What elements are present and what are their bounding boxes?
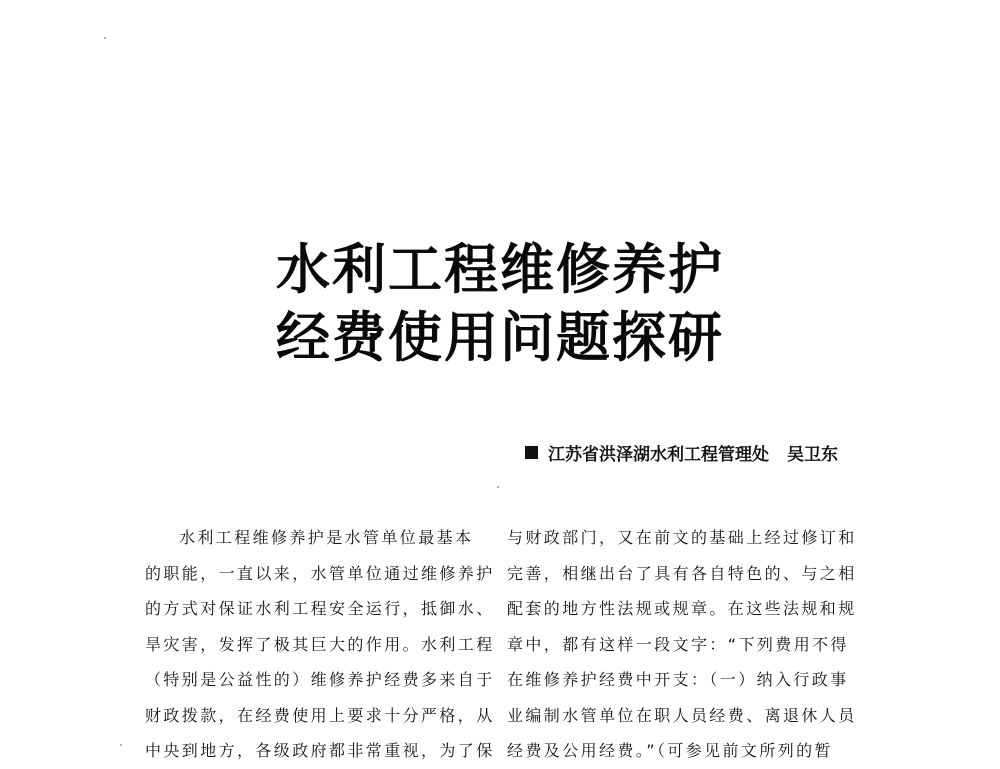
text-line: 在维修养护经费中开支：（一）纳入行政事 bbox=[507, 670, 849, 689]
text-line: 的方式对保证水利工程安全运行，抵御水、 bbox=[145, 599, 495, 618]
scan-speck bbox=[497, 486, 499, 488]
scan-speck bbox=[104, 37, 106, 39]
text-line: 中央到地方，各级政府都非常重视，为了保 bbox=[145, 741, 495, 760]
author-name: 吴卫东 bbox=[787, 445, 838, 465]
byline bbox=[525, 440, 838, 465]
text-line: 的职能，一直以来，水管单位通过维修养护 bbox=[145, 563, 495, 583]
title-line-1: 水利工程维修养护 bbox=[276, 238, 724, 301]
text-line: 完善，相继出台了具有各自特色的、与之相 bbox=[507, 563, 857, 583]
text-line: 水利工程维修养护是水管单位最基本 bbox=[179, 528, 474, 547]
body-column-left bbox=[145, 520, 495, 769]
text-line: 配套的地方性法规或规章。在这些法规和规 bbox=[507, 599, 857, 618]
byline-square-icon bbox=[525, 446, 538, 459]
text-line: 章中，都有这样一段文字：“下列费用不得 bbox=[507, 634, 849, 654]
article-title bbox=[0, 236, 1000, 372]
scan-speck bbox=[120, 744, 122, 746]
text-line: 经费及公用经费。”（可参见前文所列的暂 bbox=[507, 741, 833, 760]
author-affiliation: 江苏省洪泽湖水利工程管理处 bbox=[548, 445, 769, 465]
text-line: 业编制水管单位在职人员经费、离退休人员 bbox=[507, 705, 857, 725]
text-line: （特别是公益性的）维修养护经费多来自于 bbox=[145, 670, 495, 689]
title-line-2: 经费使用问题探研 bbox=[276, 306, 724, 369]
text-line: 旱灾害，发挥了极其巨大的作用。水利工程 bbox=[145, 634, 495, 654]
text-line: 财政拨款，在经费使用上要求十分严格，从 bbox=[145, 705, 495, 725]
text-line: 与财政部门，又在前文的基础上经过修订和 bbox=[507, 528, 857, 547]
body-column-right bbox=[507, 520, 857, 769]
